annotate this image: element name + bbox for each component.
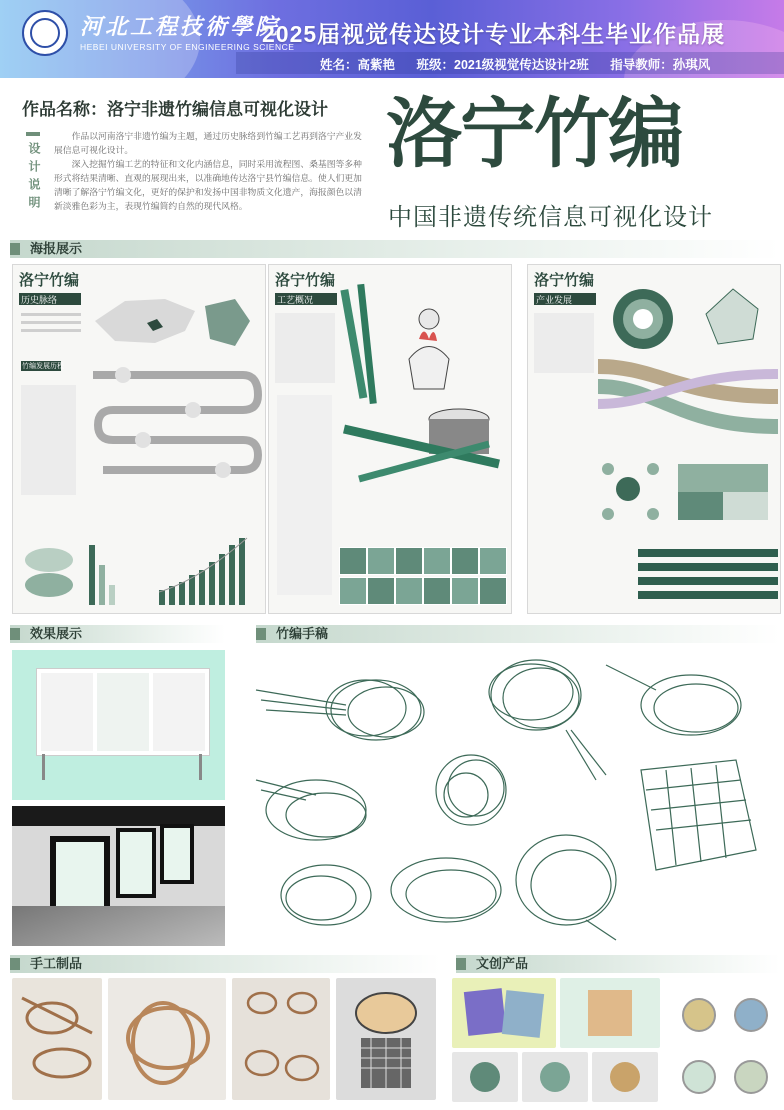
product-pillow-2[interactable] [560, 978, 660, 1048]
section-title: 竹编手稿 [276, 626, 329, 641]
lightbox [160, 824, 194, 884]
label-bar [26, 132, 40, 136]
design-description [54, 129, 369, 213]
pillow [588, 990, 632, 1036]
effect-display-board[interactable] [12, 650, 225, 800]
product-badge-2[interactable] [522, 1052, 588, 1102]
lightbox [50, 836, 110, 916]
poster-title: 洛宁竹编 [275, 272, 336, 289]
section-creative [456, 955, 780, 973]
section-sketches [256, 625, 780, 643]
exhibition-title: 2025届视觉传达设计专业本科生毕业作品展 [262, 21, 726, 47]
poster-industry[interactable] [527, 264, 781, 614]
student-name: 姓名：高紫艳 [320, 58, 396, 72]
poster-chapter: 工艺概况 [277, 295, 314, 305]
school-logo-icon [22, 10, 68, 56]
section-title: 效果展示 [30, 626, 83, 641]
board-leg [199, 754, 202, 780]
effect-corridor-photo[interactable] [12, 806, 225, 946]
china-map [85, 281, 255, 361]
section-marker [456, 958, 466, 970]
poster-history[interactable] [12, 264, 266, 614]
weave-tile [479, 547, 507, 575]
work-title: 作品名称：洛宁非遗竹编信息可视化设计 [22, 100, 328, 119]
mini-poster [153, 673, 205, 751]
weave-tile [395, 577, 423, 605]
handmade-photo-2[interactable] [108, 978, 226, 1100]
text-block [21, 385, 76, 495]
section-effects [10, 625, 225, 643]
keychain [734, 998, 768, 1032]
desc-paragraph-1: 作品以河南洛宁非遗竹编为主题，通过历史脉络到竹编工艺再到洛宁产业发展信息可视化设计。 [54, 131, 362, 155]
handmade-photo-3[interactable] [232, 978, 330, 1100]
section-marker [256, 628, 266, 640]
poster-title: 洛宁竹编 [534, 272, 595, 289]
author-meta [320, 55, 728, 73]
knot-sketches-svg [236, 650, 781, 946]
text-line [21, 321, 81, 324]
design-notes-label [26, 132, 40, 214]
section-title: 海报展示 [30, 241, 83, 256]
side-label-text: 设计说明 [27, 142, 41, 214]
basket-column [277, 395, 332, 595]
weave-tile [451, 577, 479, 605]
bamboo-sketches [236, 650, 781, 946]
poster-chapter: 产业发展 [536, 295, 573, 305]
pillow [502, 990, 544, 1038]
text-line [21, 329, 81, 332]
board-frame [36, 668, 210, 756]
board-leg [42, 754, 45, 780]
section-handmade [10, 955, 440, 973]
weave-pattern-grid [339, 547, 507, 607]
mini-poster [97, 673, 149, 751]
section-title: 手工制品 [30, 956, 83, 971]
section-marker [10, 958, 20, 970]
pillow [464, 988, 506, 1036]
craft-illustration [339, 279, 509, 499]
section-title: 文创产品 [476, 956, 529, 971]
product-badge-3[interactable] [592, 1052, 658, 1102]
badge [470, 1062, 500, 1092]
keychain [734, 1060, 768, 1094]
weave-tile [367, 547, 395, 575]
poster-title: 洛宁竹编 [19, 272, 80, 289]
stairs [12, 906, 225, 946]
keychain [682, 1060, 716, 1094]
advisor-name: 指导教师：孙琪风 [610, 58, 711, 72]
product-keychains[interactable] [664, 978, 780, 1048]
weave-tile [339, 577, 367, 605]
text-line [21, 313, 81, 316]
desc-paragraph-2: 深入挖掘竹编工艺的特征和文化内涵信息，同时采用流程图、桑基图等多种形式将结果清晰、直观的展现出来，以准确地传达洛宁县竹编信息。使人们更加清晰了解洛宁竹编文化，更好的保护和发扬中国非物质文化遗产，海报颜色以清新淡雅色彩为主，表现竹编简约自然的现代风格。 [54, 159, 362, 211]
weave-tile [451, 547, 479, 575]
ceiling [12, 806, 225, 826]
poster-chapter: 历史脉络 [21, 295, 58, 305]
product-pillows-1[interactable] [452, 978, 556, 1048]
main-title: 洛宁竹编 [386, 92, 682, 177]
lightbox [116, 828, 156, 898]
weave-tile [339, 547, 367, 575]
product-keychains-2[interactable] [664, 1052, 780, 1102]
handmade-photo-lamp[interactable] [336, 978, 436, 1100]
section-marker [10, 628, 20, 640]
weave-tile [423, 547, 451, 575]
product-badge-1[interactable] [452, 1052, 518, 1102]
school-name-cn: 河北工程技術學院 [80, 14, 281, 39]
badge [540, 1062, 570, 1092]
weave-tile [423, 577, 451, 605]
keychain [682, 998, 716, 1032]
timeline-label: 竹编发展历程 [22, 363, 64, 370]
section-posters [10, 240, 780, 258]
industry-charts [598, 279, 778, 609]
weave-tile [395, 547, 423, 575]
handmade-photo-1[interactable] [12, 978, 102, 1100]
poster-charts [19, 530, 259, 610]
class-name: 班级：2021级视觉传达设计2班 [416, 58, 589, 72]
weave-tile [367, 577, 395, 605]
section-marker [10, 243, 20, 255]
poster-craft[interactable] [268, 264, 512, 614]
mini-poster [41, 673, 93, 751]
school-name-en: HEBEI UNIVERSITY OF ENGINEERING SCIENCE [80, 42, 295, 52]
text-block [534, 313, 594, 373]
timeline-path [83, 365, 263, 515]
weave-tile [479, 577, 507, 605]
subtitle: 中国非遗传统信息可视化设计 [388, 204, 713, 231]
text-block [275, 313, 335, 383]
badge [610, 1062, 640, 1092]
